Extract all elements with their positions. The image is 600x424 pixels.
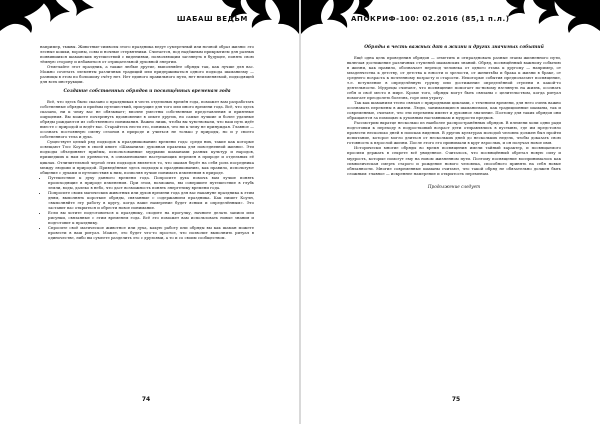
ornament-flourish-spike-center <box>246 0 272 28</box>
list-item: • Попросите своих магических животных или духов времени года для вас накануне праздника к этим дням, выполнять короткие обряды, связанные с содержанием праздника. Как пишет Коулн, «выполняйте эту работу в кругу, когда ваше намерение будет ясным и определённым». Это заставит вас открыться и обрести новое понимание. <box>48 190 254 210</box>
paragraph: Так как шаманизм тесно связан с природными циклами, с течением времени, для него очень важно осознавать перемены в жизни. Люди, занимающиеся шаманизмом, как традиционные шаманы, так и современные, считают, что эти перемены имеют и духовное значение. Поэтому для таких обрядов они обращаются за помощью к духовным наставникам и мудрости предков. <box>347 100 561 121</box>
ornament-flourish-spike-mid-left <box>72 0 94 16</box>
paragraph: Ещё одна цель проведения обрядов — отметить и отпраздновать разные этапы жизненного пути, включая достижение различных ступеней шаманских знаний. Обряд, посвящённый важному событию в жизни, как правило, обозначает переход человека от одного этапа к другому — например, от младенчества к детству, от детства к юности и зрелости, от женитьбы и брака к жизни в браке, от среднего возраста к почтенному возрасту и старости. Некоторые события предполагают посвящение, т.е. вступление в определённую группу или достижение определённой ступени в какой-то деятельности. Мудрецы считают, что посвящение помогает по-новому взглянуть на жизнь, осознать себя и своё место в мире. Кроме того, обряды могут быть связаны с целительством, когда ритуал помогает преодолеть болезнь, горе или утрату. <box>347 54 561 100</box>
list-item: • Спросите своё магическое животное или духа, какую работу или обряды вы как шаман можете провести в ваш ритуал. Может, это будет что-то простое, что позволит выполнить ритуал в одиночестве, либо вы сумеете разделить это с друзьями, а то и со своим сообществом. <box>48 225 254 240</box>
paragraph: например, тыквы. Животные-символы этого праздника ведут сумеречный или ночной образ жизни: это лесные кошки, вороны, совы и ночные стервятники. Считается, под надёжным прикрытием для разных появившихся шаманских путешествий с видениями, позволяющим заглянуть в будущее, понять свою тёмную сторону и избавиться от отрицательной духовной энергии. <box>40 44 254 65</box>
section-heading: Обряды в честь важных дат в жизни и других значимых событий <box>364 45 544 50</box>
paragraph: Существует целый ряд подходов к праздникованию времени года: среди них, такие как которые освещают Тэсс Коулн в своей книге «Шаманизм: духовная практика для повседневной жизни». Эти подходы объединяют приёмы, использованные мудрыми шаманами разных культур и народов, пришедших к нам из древности, в ознаменование наступающих перемен в природе и отдельных её циклах. Отличительной чертой этих подходов является то, что шаман берёт на себя роль посредника между людьми и природой. Приведённые здесь подходы к праздникованию, как правило, используют общение с духами и путешествия к ним, позволяя лучше понимать изменения в природе. <box>40 139 254 175</box>
page-number-right: 75 <box>451 396 461 403</box>
ornament-flourish-outer-right <box>554 0 600 33</box>
ornament-flourish-outer-left <box>301 0 329 34</box>
paragraph: Отмечайте этот праздник, а также любые другие, выполняйте обряды так, как лучше для вас. Можно сочетать элементы различных традиций или придерживаться одного подхода шаманизму — разницы в этом по большому счёту нет. Нет единого правильного пути, нет неизменяемой, подходящей для всех инструкции. <box>40 64 254 85</box>
running-head-right: АПОКРИФ-100: 02.2016 (85,1 п.л.) <box>351 15 510 23</box>
section-heading: Создание собственных обрядов и посвящённых временам года <box>63 89 231 95</box>
right-page <box>301 0 600 424</box>
ornament-flourish-outer-right <box>272 0 299 34</box>
paragraph: Всё, что здесь было сказано о праздниках в честь отдельных времён года, поможет вам разработать собственные обряды и приёмы путешествий, присущие для того или иного времени года. Всё, что здесь сказано, ни к чему вас не обязывает; вполне уместны собственные представления и приятные ощущения. Вы можете почерпнуть вдохновение в опыте других, но самые лучшие и более удачные обряды рождаются из собственного понимания. Важно лишь, чтобы вы чувствовали, что ваш путь идёт вместе с природой и ведёт вас. Старайтесь нести это, понимая, что ни к чему не принуждая. Главное — осознать постоянную смену сезонов в природе и учиться не только у природы, но и у своего собственного тела и духа. <box>40 98 255 140</box>
running-head-left: ШАБАШ ВЕДЬМ <box>176 15 248 23</box>
list-item: • Путешествие к духу данного времени года. Попросите духа помочь вам лучше понять происходящие в природе изменения. При этом, возможно, вы совершите путешествие в глубь земли, воды, далеко в небо, что даст возможность понять энергетику времени года. <box>48 175 254 190</box>
continuation-note: Продолжение следует <box>427 183 481 189</box>
list-item: • Если вы хотите подготовиться к празднику, сходите на прогулку, начните делать записи или рисунки, связанные с этим временем года. Всё это поможет вам использовать новые знания и подготовит к празднику. <box>48 210 254 225</box>
bullet-list <box>40 175 254 241</box>
left-text-block <box>40 44 254 240</box>
paragraph: Исторически многие обряды во время посвящения имели тайный характер, и посвящаемого просили держать в секрете всё увиденное. Считалось, что посвящённый обретал новую силу и мудрость, которые помогут ему на новом жизненном пути. Поэтому посвящение воспринималось как символическая смерть старого и рождение нового человека, способного принять на себя новые обязанности. Многие современные шаманы считают, что такой обряд не обязательно должен быть сложным: главное — искреннее намерение и открытость переменам. <box>347 145 561 176</box>
left-page <box>0 0 299 424</box>
right-text-block <box>347 44 561 189</box>
paragraph: Рассмотрим вкратце несколько из наиболее распространённых обрядов. В племени хопи одни ради подготовки к переходу в подростковый возраст дети отправлялись в пустыню, где им предстояло провести несколько дней в поисках видения. В других культурах молодой человек должен был пройти испытание, которое могло длиться от нескольких дней до нескольких недель, чтобы доказать свою готовность к взрослой жизни. После этого его принимали в круг взрослых, и он получал новое имя. <box>347 120 561 146</box>
ornament-flourish-spike-left <box>327 0 354 28</box>
page-number-left: 74 <box>141 396 151 403</box>
